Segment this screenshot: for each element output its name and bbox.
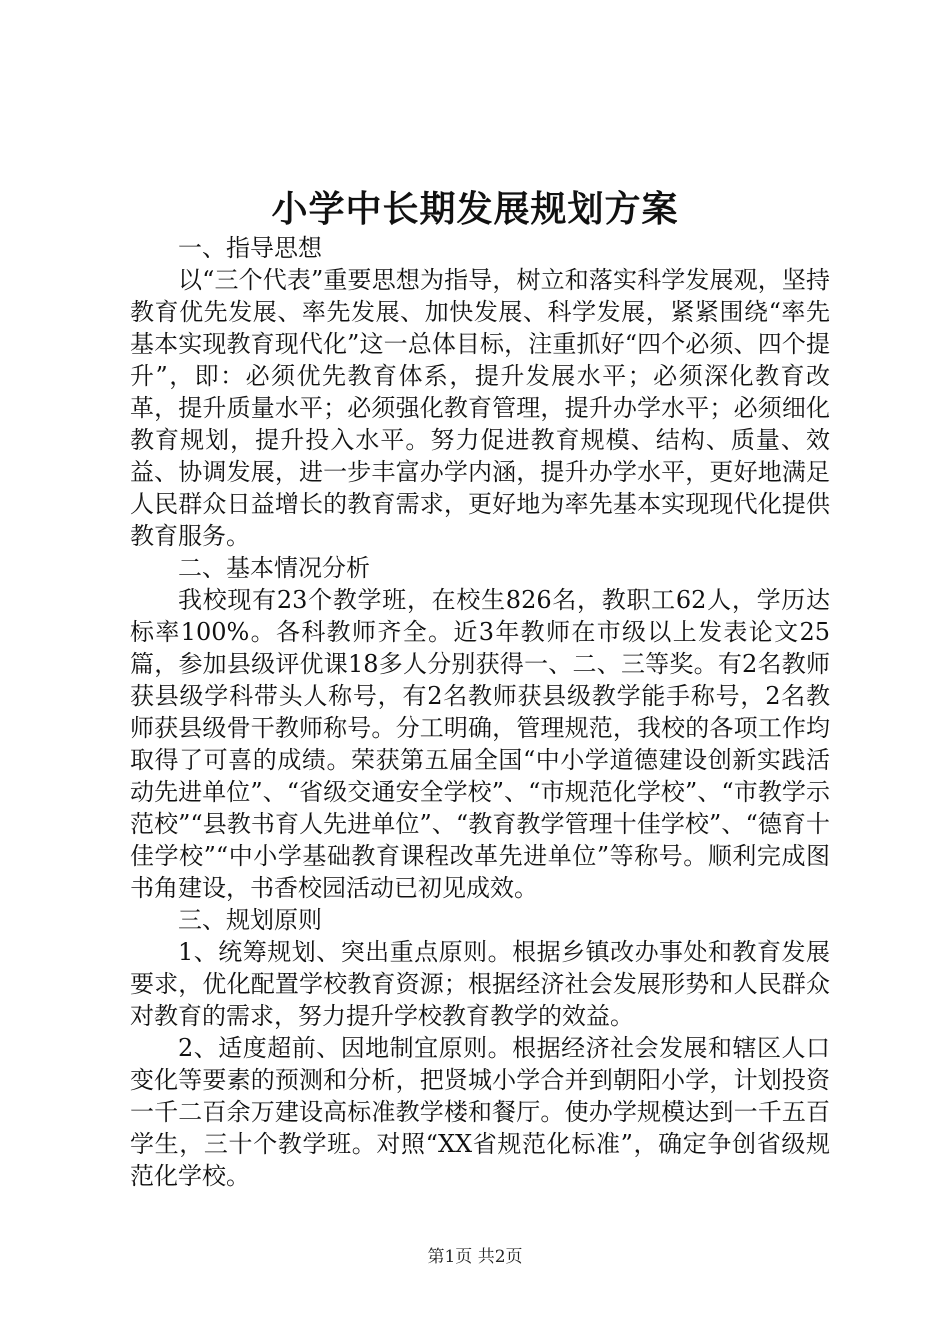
paragraph-principle-1: 1、统筹规划、突出重点原则。根据乡镇改办事处和教育发展要求，优化配置学校教育资源；根据经济社会发展形势和人民群众对教育的需求，努力提升学校教育教学的效益。 <box>130 938 830 1030</box>
section-heading-basic-analysis: 二、基本情况分析 <box>178 554 370 582</box>
paragraph-basic-analysis: 我校现有23个教学班，在校生826名，教职工62人，学历达标率100%。各科教师齐全。近3年教师在市级以上发表论文25篇，参加县级评优课18多人分别获得一、二、三等奖。有2名教师获县级学科带头人称号，有2名教师获县级教学能手称号，2名教师获县级骨干教师称号。分工明确，管理规范，我校的各项工作均取得了可喜的成绩。荣获第五届全国“中小学道德建设创新实践活动先进单位”、“省级交通安全学校”、“市规范化学校”、“市教学示范校”“县教书育人先进单位”、“教育教学管理十佳学校”、“德育十佳学校”“中小学基础教育课程改革先进单位”等称号。顺利完成图书角建设，书香校园活动已初见成效。 <box>130 586 830 902</box>
section-heading-guiding-ideology: 一、指导思想 <box>178 234 322 262</box>
paragraph-guiding-ideology: 以“三个代表”重要思想为指导，树立和落实科学发展观，坚持教育优先发展、率先发展、加快发展、科学发展，紧紧围绕“率先基本实现教育现代化”这一总体目标，注重抓好“四个必须、四个提升”，即：必须优先教育体系，提升发展水平；必须深化教育改革，提升质量水平；必须强化教育管理，提升办学水平；必须细化教育规划，提升投入水平。努力促进教育规模、结构、质量、效益、协调发展，进一步丰富办学内涵，提升办学水平，更好地满足人民群众日益增长的教育需求，更好地为率先基本实现现代化提供教育服务。 <box>130 266 830 550</box>
document-title: 小学中长期发展规划方案 <box>271 188 679 230</box>
page-indicator: 第1页 共2页 <box>427 1247 523 1267</box>
paragraph-principle-2: 2、适度超前、因地制宜原则。根据经济社会发展和辖区人口变化等要素的预测和分析，把贤城小学合并到朝阳小学，计划投资一千二百余万建设高标准教学楼和餐厅。使办学规模达到一千五百学生，三十个教学班。对照“XX省规范化标准”，确定争创省级规范化学校。 <box>130 1034 830 1190</box>
section-heading-planning-principles: 三、规划原则 <box>178 906 322 934</box>
document-body <box>130 232 830 1192</box>
